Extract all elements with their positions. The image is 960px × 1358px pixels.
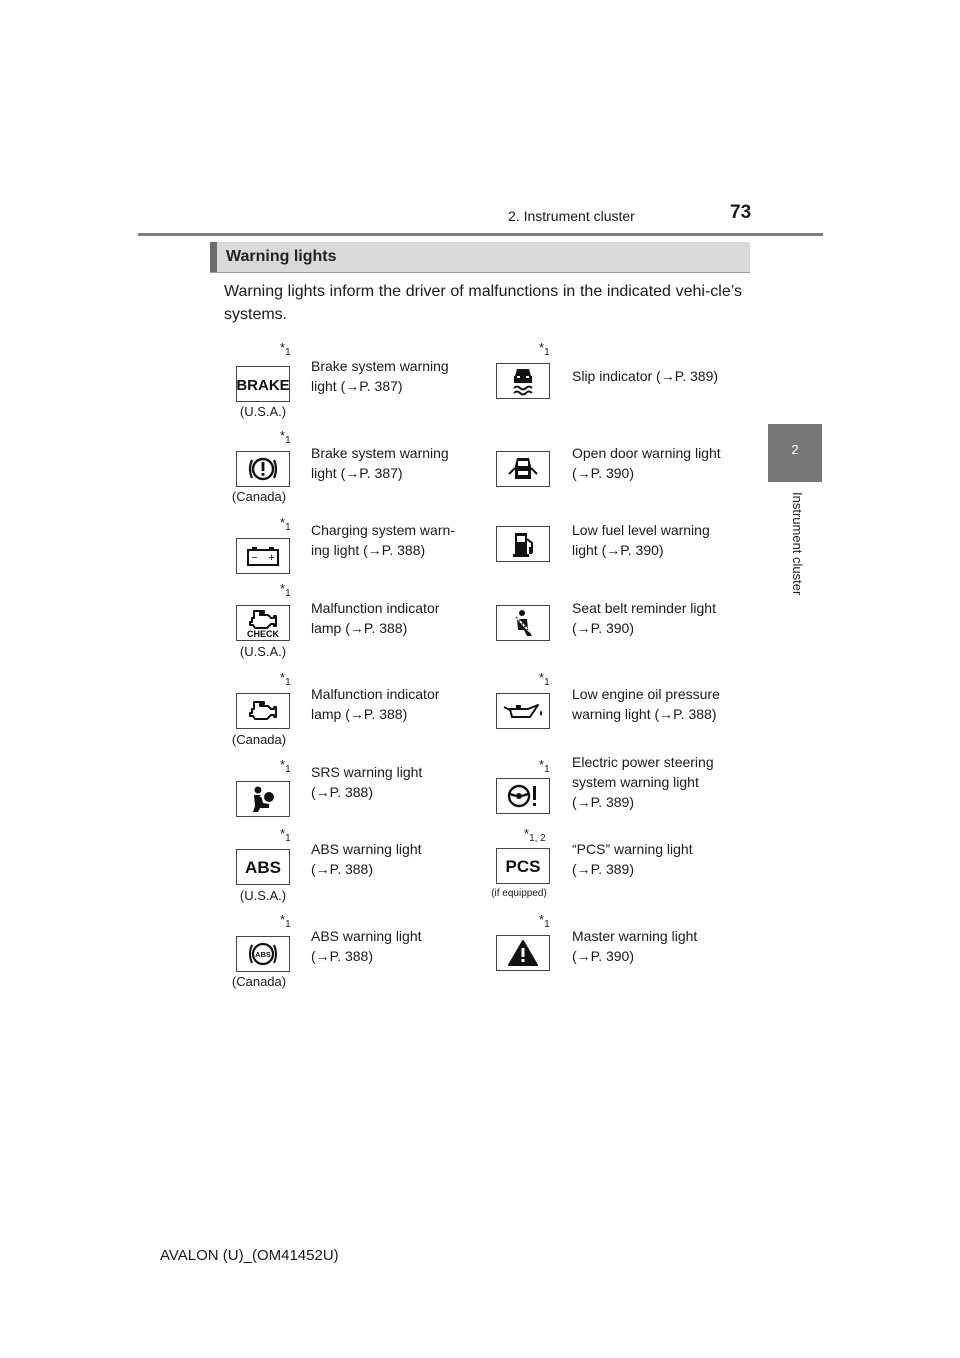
intro-paragraph: Warning lights inform the driver of malfunctions in the indicated vehi-cle’s systems. (224, 283, 742, 323)
check-icon-text: CHECK (246, 629, 280, 639)
engine-icon (236, 693, 290, 729)
warning-description: Low engine oil pressure warning light (→P. 388) (572, 686, 720, 722)
region-caption: (Canada) (231, 489, 287, 504)
warning-description: Brake system warning light (→P. 387) (311, 358, 449, 394)
warning-description: ABS warning light (→P. 388) (311, 841, 422, 877)
footnote-marker: $*_1$ (280, 670, 291, 688)
abs-circle-text: ABS (255, 950, 271, 959)
region-caption: (U.S.A.) (239, 888, 287, 903)
brake-icon-text: BRAKE (236, 377, 290, 394)
footnote-marker: $*_1$ (280, 826, 291, 844)
warning-description: Electric power steering system warning light (→P. 389) (572, 754, 714, 810)
warning-description: Brake system warning light (→P. 387) (311, 445, 449, 481)
footnote-marker: $*_1$ (539, 340, 550, 358)
chapter-number: 2 (791, 442, 799, 457)
warning-description: Seat belt reminder light (→P. 390) (572, 600, 716, 636)
engine-check-icon (236, 605, 290, 641)
master-warning-icon (496, 935, 550, 971)
region-caption: (Canada) (231, 974, 287, 989)
warning-description: Charging system warn- ing light (→P. 388) (311, 522, 455, 558)
open-door-icon (496, 451, 550, 487)
running-header-section: 2. Instrument cluster (508, 208, 635, 224)
steering-icon (496, 778, 550, 814)
oil-can-icon (496, 693, 550, 729)
slip-indicator-icon (496, 363, 550, 399)
airbag-icon (236, 781, 290, 817)
document-id: AVALON (U)_(OM41452U) (160, 1247, 339, 1264)
brake-text-icon (236, 366, 290, 402)
footnote-marker: $*_1$ (280, 340, 291, 358)
section-heading-accent (210, 242, 217, 272)
warning-description: ABS warning light (→P. 388) (311, 928, 422, 964)
warning-description: “PCS” warning light (→P. 389) (572, 841, 693, 877)
warning-description: Low fuel level warning light (→P. 390) (572, 522, 710, 558)
footnote-marker: $*_1$ (280, 757, 291, 775)
warning-description: SRS warning light (→P. 388) (311, 764, 423, 800)
footnote-marker: $*_1$ (539, 670, 550, 688)
pcs-icon-text: PCS (505, 857, 541, 876)
battery-minus: − (251, 552, 258, 564)
footnote-marker: $*_1$ (280, 428, 291, 446)
warning-description: Open door warning light (→P. 390) (572, 445, 721, 481)
abs-icon-text: ABS (245, 858, 281, 877)
header-rule (138, 233, 823, 236)
abs-text-icon (236, 849, 290, 885)
battery-plus: + (268, 552, 275, 564)
equipment-caption: (if equipped) (491, 888, 547, 899)
brake-circle-icon (236, 451, 290, 487)
section-title: Warning lights (226, 248, 337, 265)
footnote-marker: $*_1$ (280, 581, 291, 599)
region-caption: (U.S.A.) (239, 404, 287, 419)
footnote-marker: $*_1$ (539, 912, 550, 930)
seat-belt-icon (496, 605, 550, 641)
warning-description: Slip indicator (→P. 389) (572, 368, 719, 384)
pcs-text-icon (496, 848, 550, 884)
fuel-pump-icon (496, 526, 550, 562)
footnote-marker: $*_1$ (539, 757, 550, 775)
chapter-label (787, 492, 807, 622)
warning-description: Malfunction indicator lamp (→P. 388) (311, 686, 440, 722)
region-caption: (Canada) (231, 732, 287, 747)
chapter-label-text: Instrument cluster (790, 492, 805, 596)
region-caption: (U.S.A.) (239, 644, 287, 659)
footnote-marker: $*_1$ (280, 912, 291, 930)
footnote-marker: $*_1$ (280, 515, 291, 533)
warning-description: Malfunction indicator lamp (→P. 388) (311, 600, 440, 636)
abs-circle-icon (236, 936, 290, 972)
page-number: 73 (730, 202, 752, 223)
footnote-marker: $*_{1, 2}$ (524, 826, 546, 844)
warning-description: Master warning light (→P. 390) (572, 928, 698, 964)
battery-icon (236, 538, 290, 574)
section-heading-bar (210, 242, 750, 273)
